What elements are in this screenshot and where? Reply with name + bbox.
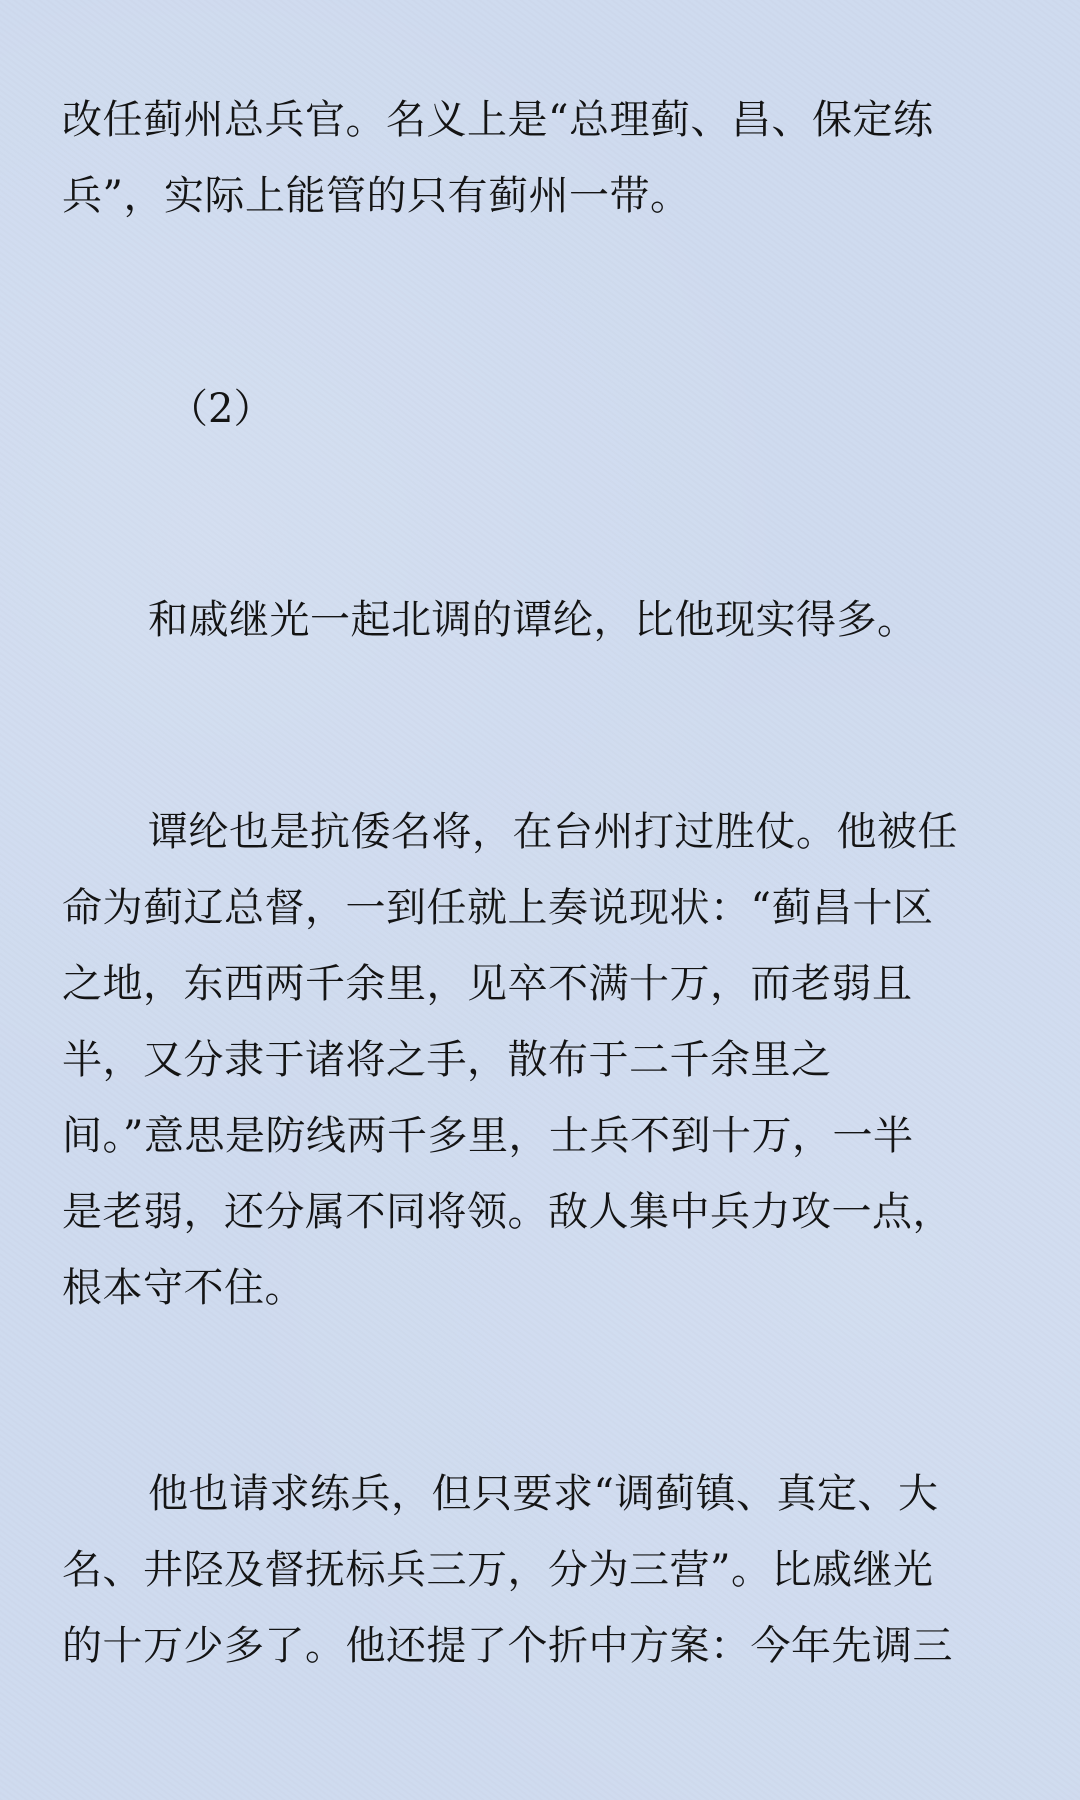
paragraph-4-line-3: 的十万少多了。他还提了个折中方案：今年先调三 bbox=[62, 1623, 953, 1669]
paragraph-3 bbox=[62, 794, 1022, 1326]
paragraph-3-line-1: 谭纶也是抗倭名将，在台州打过胜仗。他被任 bbox=[148, 809, 958, 855]
paragraph-2-line-1: 和戚继光一起北调的谭纶，比他现实得多。 bbox=[148, 597, 918, 643]
paragraph-4-line-1: 他也请求练兵，但只要求“调蓟镇、真定、大 bbox=[148, 1471, 939, 1517]
paragraph-1 bbox=[62, 82, 1022, 234]
paragraph-3-line-2: 命为蓟辽总督，一到任就上奏说现状：“蓟昌十区 bbox=[62, 885, 934, 931]
section-marker: （2） bbox=[168, 386, 274, 432]
paragraph-4-line-2: 名、井陉及督抚标兵三万，分为三营”。比戚继光 bbox=[62, 1547, 934, 1593]
paragraph-1-line-1: 改任蓟州总兵官。名义上是“总理蓟、昌、保定练 bbox=[62, 97, 934, 143]
paragraph-2 bbox=[62, 582, 1022, 658]
paragraph-3-line-6: 是老弱，还分属不同将领。敌人集中兵力攻一点， bbox=[62, 1189, 953, 1235]
paragraph-3-line-5: 间。”意思是防线两千多里，士兵不到十万，一半 bbox=[62, 1113, 914, 1159]
paragraph-3-line-3: 之地，东西两千余里，见卒不满十万，而老弱且 bbox=[62, 961, 913, 1007]
paragraph-3-line-7: 根本守不住。 bbox=[62, 1265, 305, 1311]
paragraph-1-line-2: 兵”，实际上能管的只有蓟州一带。 bbox=[62, 173, 691, 219]
paragraph-4 bbox=[62, 1456, 1022, 1684]
paragraph-3-line-4: 半，又分隶于诸将之手，散布于二千余里之 bbox=[62, 1037, 832, 1083]
